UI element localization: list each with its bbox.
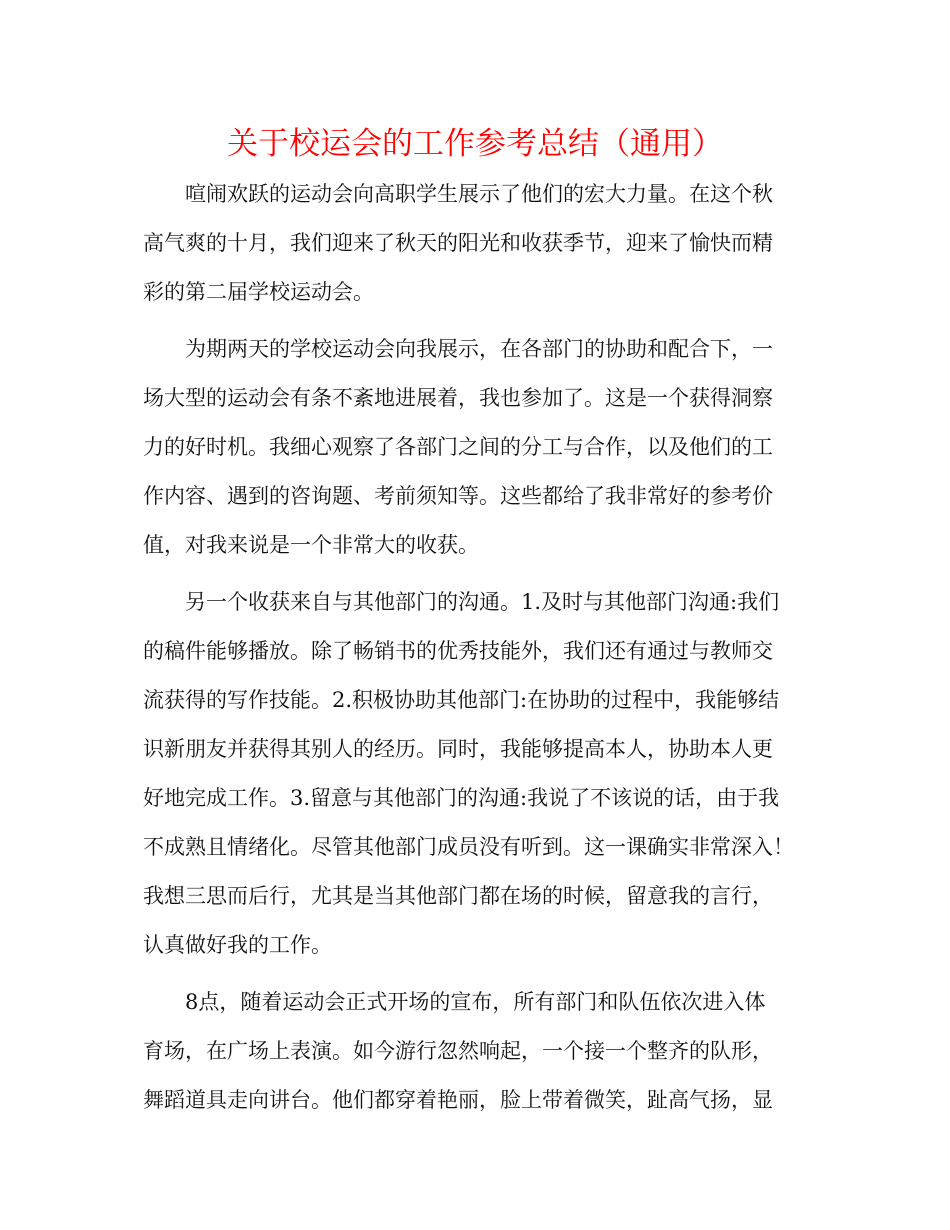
text-line: 值，对我来说是一个非常大的收获。 bbox=[143, 533, 479, 557]
text-line: 舞蹈道具走向讲台。他们都穿着艳丽，脸上带着微笑，趾高气扬，显 bbox=[143, 1088, 773, 1112]
text-line: 我想三思而后行，尤其是当其他部门都在场的时候，留意我的言行， bbox=[143, 884, 773, 908]
text-line: 流获得的写作技能。2.积极协助其他部门:在协助的过程中，我能够结 bbox=[143, 688, 780, 712]
text-line: 场大型的运动会有条不紊地进展着，我也参加了。这是一个获得洞察 bbox=[143, 386, 773, 410]
text-line: 为期两天的学校运动会向我展示，在各部门的协助和配合下，一 bbox=[185, 337, 773, 361]
text-line: 的稿件能够播放。除了畅销书的优秀技能外，我们还有通过与教师交 bbox=[143, 639, 773, 663]
text-line: 彩的第二届学校运动会。 bbox=[143, 280, 374, 304]
paragraph-3 bbox=[143, 578, 813, 970]
document-title: 关于校运会的工作参考总结（通用） bbox=[227, 126, 723, 162]
text-line: 另一个收获来自与其他部门的沟通。1.及时与其他部门沟通:我们 bbox=[185, 590, 780, 614]
text-line: 8点，随着运动会正式开场的宣布，所有部门和队伍依次进入体 bbox=[185, 990, 766, 1014]
text-line: 力的好时机。我细心观察了各部门之间的分工与合作，以及他们的工 bbox=[143, 435, 773, 459]
paragraph-4 bbox=[143, 978, 813, 1125]
text-line: 好地完成工作。3.留意与其他部门的沟通:我说了不该说的话，由于我 bbox=[143, 786, 780, 810]
paragraph-2 bbox=[143, 325, 813, 570]
paragraph-1 bbox=[143, 170, 813, 317]
text-line: 育场，在广场上表演。如今游行忽然响起，一个接一个整齐的队形， bbox=[143, 1039, 773, 1063]
text-line: 喧闹欢跃的运动会向高职学生展示了他们的宏大力量。在这个秋 bbox=[185, 182, 773, 206]
text-line: 高气爽的十月，我们迎来了秋天的阳光和收获季节，迎来了愉快而精 bbox=[143, 231, 773, 255]
text-line: 不成熟且情绪化。尽管其他部门成员没有听到。这一课确实非常深入！ bbox=[143, 835, 794, 859]
text-line: 认真做好我的工作。 bbox=[143, 933, 332, 957]
text-line: 识新朋友并获得其别人的经历。同时，我能够提高本人，协助本人更 bbox=[143, 737, 773, 761]
document-body bbox=[143, 170, 813, 1133]
text-line: 作内容、遇到的咨询题、考前须知等。这些都给了我非常好的参考价 bbox=[143, 484, 773, 508]
